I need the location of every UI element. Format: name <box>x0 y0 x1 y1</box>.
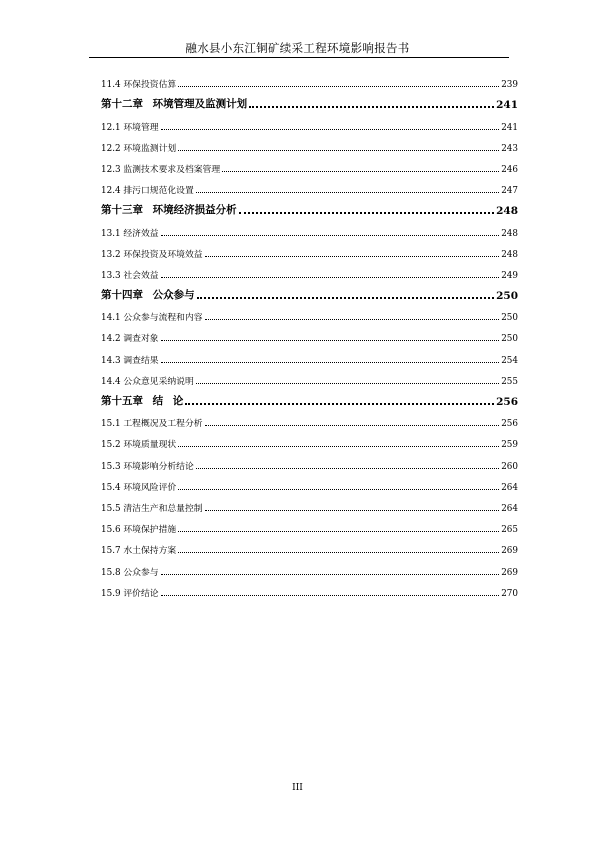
toc-section-entry[interactable] <box>101 535 518 556</box>
toc-entry-page-number: 241 <box>501 122 518 133</box>
toc-section-entry[interactable] <box>101 133 518 154</box>
toc-entry-label: 14.4 公众意见采纳说明 <box>101 376 194 387</box>
toc-section-entry[interactable] <box>101 514 518 535</box>
toc-section-entry[interactable] <box>101 472 518 493</box>
toc-entry-page-number: 260 <box>501 461 518 472</box>
toc-entry-page-number: 265 <box>501 525 518 536</box>
toc-leader-dots <box>196 383 499 384</box>
toc-entry-page-number: 249 <box>501 270 518 281</box>
toc-entry-page-number: 250 <box>496 290 518 303</box>
toc-entry-page-number: 255 <box>501 376 518 387</box>
toc-section-entry[interactable] <box>101 429 518 450</box>
toc-leader-dots <box>178 446 499 447</box>
toc-entry-label: 14.1 公众参与流程和内容 <box>101 313 203 324</box>
toc-leader-dots <box>178 489 499 490</box>
toc-entry-page-number: 241 <box>496 99 518 112</box>
toc-entry-label: 11.4 环保投资估算 <box>101 80 177 91</box>
toc-leader-dots <box>185 403 494 405</box>
toc-entry-label: 15.1 工程概况及工程分析 <box>101 419 203 430</box>
page-header-title: 融水县小东江铜矿续采工程环境影响报告书 <box>185 41 410 55</box>
toc-entry-label: 15.3 环境影响分析结论 <box>101 461 194 472</box>
table-of-contents <box>101 69 518 599</box>
toc-leader-dots <box>161 235 500 236</box>
toc-entry-page-number: 264 <box>501 503 518 514</box>
toc-entry-page-number: 248 <box>496 205 518 218</box>
toc-section-entry[interactable] <box>101 450 518 471</box>
toc-section-entry[interactable] <box>101 578 518 599</box>
toc-chapter-entry[interactable] <box>101 387 518 408</box>
toc-entry-label: 第十五章 结 论 <box>101 395 184 407</box>
toc-entry-label: 14.2 调查对象 <box>101 334 159 345</box>
toc-leader-dots <box>205 256 500 257</box>
toc-section-entry[interactable] <box>101 260 518 281</box>
toc-section-entry[interactable] <box>101 175 518 196</box>
toc-section-entry[interactable] <box>101 344 518 365</box>
toc-leader-dots <box>161 595 500 596</box>
toc-entry-label: 13.2 环保投资及环境效益 <box>101 249 203 260</box>
toc-entry-label: 15.8 公众参与 <box>101 567 159 578</box>
toc-entry-page-number: 250 <box>501 313 518 324</box>
toc-leader-dots <box>196 192 499 193</box>
toc-leader-dots <box>205 319 500 320</box>
toc-entry-label: 15.4 环境风险评价 <box>101 482 177 493</box>
toc-section-entry[interactable] <box>101 493 518 514</box>
toc-leader-dots <box>197 297 494 299</box>
toc-section-entry[interactable] <box>101 302 518 323</box>
toc-chapter-entry[interactable] <box>101 196 518 217</box>
toc-entry-page-number: 239 <box>501 80 518 91</box>
toc-entry-label: 12.3 监测技术要求及档案管理 <box>101 164 221 175</box>
page-number: III <box>292 783 303 793</box>
toc-entry-page-number: 254 <box>501 355 518 366</box>
toc-leader-dots <box>161 574 500 575</box>
toc-entry-label: 第十四章 公众参与 <box>101 289 195 302</box>
toc-leader-dots <box>178 86 499 87</box>
toc-section-entry[interactable] <box>101 323 518 344</box>
toc-entry-label: 15.5 清洁生产和总量控制 <box>101 503 203 514</box>
toc-entry-label: 12.1 环境管理 <box>101 122 159 133</box>
toc-entry-label: 15.9 评价结论 <box>101 588 159 599</box>
toc-entry-label: 第十二章 环境管理及监测计划 <box>101 98 248 111</box>
toc-entry-page-number: 248 <box>501 249 518 260</box>
toc-entry-page-number: 247 <box>501 186 518 197</box>
toc-entry-page-number: 246 <box>501 164 518 175</box>
toc-entry-label: 15.2 环境质量现状 <box>101 440 177 451</box>
toc-entry-label: 12.4 排污口规范化设置 <box>101 186 194 197</box>
toc-entry-page-number: 250 <box>501 334 518 345</box>
toc-entry-label: 15.6 环境保护措施 <box>101 525 177 536</box>
toc-entry-page-number: 248 <box>501 228 518 239</box>
toc-section-entry[interactable] <box>101 239 518 260</box>
toc-chapter-entry[interactable] <box>101 90 518 111</box>
toc-chapter-entry[interactable] <box>101 281 518 302</box>
toc-entry-page-number: 259 <box>501 440 518 451</box>
toc-section-entry[interactable] <box>101 408 518 429</box>
toc-section-entry[interactable] <box>101 111 518 132</box>
toc-entry-label: 第十三章 环境经济损益分析 <box>101 204 237 217</box>
toc-entry-page-number: 243 <box>501 143 518 154</box>
toc-entry-page-number: 256 <box>501 419 518 430</box>
toc-entry-label: 14.3 调查结果 <box>101 355 159 366</box>
toc-entry-page-number: 270 <box>501 588 518 599</box>
toc-leader-dots <box>222 171 499 172</box>
toc-entry-label: 13.1 经济效益 <box>101 228 159 239</box>
toc-leader-dots <box>205 510 500 511</box>
toc-leader-dots <box>161 362 500 363</box>
toc-entry-page-number: 269 <box>501 567 518 578</box>
header-rule <box>89 57 509 58</box>
toc-leader-dots <box>249 106 494 108</box>
toc-entry-label: 13.3 社会效益 <box>101 270 159 281</box>
toc-leader-dots <box>178 531 499 532</box>
toc-section-entry[interactable] <box>101 556 518 577</box>
toc-leader-dots <box>161 277 500 278</box>
toc-leader-dots <box>196 468 499 469</box>
toc-entry-page-number: 264 <box>501 482 518 493</box>
toc-entry-label: 15.7 水土保持方案 <box>101 546 177 557</box>
toc-entry-label: 12.2 环境监测计划 <box>101 143 177 154</box>
toc-entry-page-number: 256 <box>496 396 518 408</box>
toc-leader-dots <box>205 425 500 426</box>
toc-section-entry[interactable] <box>101 154 518 175</box>
toc-leader-dots <box>161 129 500 130</box>
toc-leader-dots <box>178 552 499 553</box>
toc-section-entry[interactable] <box>101 217 518 238</box>
toc-leader-dots <box>178 150 499 151</box>
toc-entry-page-number: 269 <box>501 546 518 557</box>
toc-leader-dots <box>239 212 494 214</box>
toc-leader-dots <box>161 340 500 341</box>
toc-section-entry[interactable] <box>101 366 518 387</box>
toc-section-entry[interactable] <box>101 69 518 90</box>
